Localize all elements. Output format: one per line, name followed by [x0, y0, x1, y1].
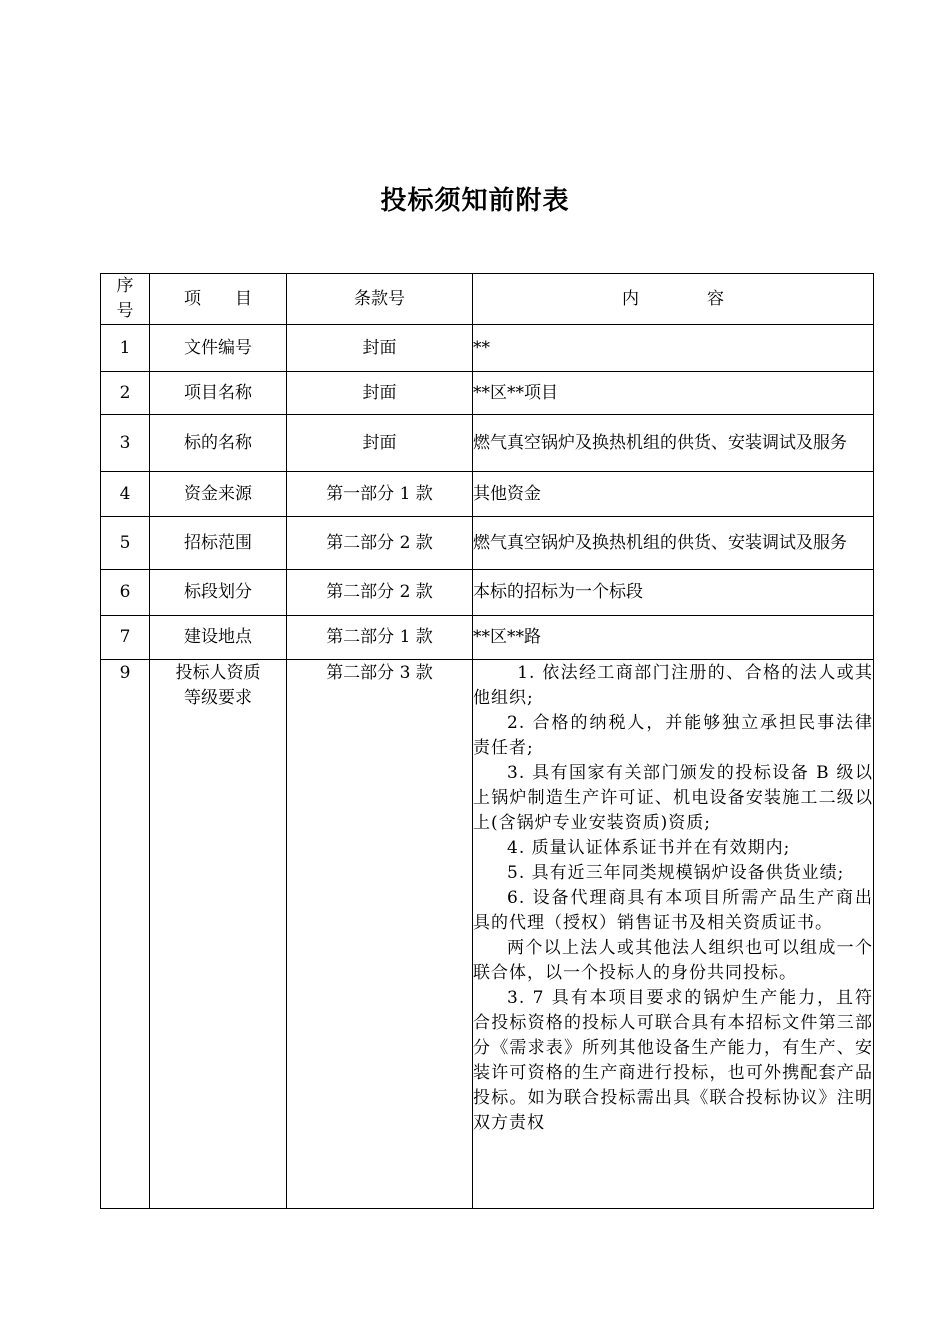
- row-content: **: [473, 325, 874, 372]
- table-row: [101, 517, 874, 570]
- requirement-paragraph: 4. 质量认证体系证书并在有效期内;: [507, 838, 791, 858]
- row-clause: 第一部分 1 款: [287, 472, 473, 517]
- row-clause: 第二部分 2 款: [287, 570, 473, 616]
- table-row: [101, 472, 874, 517]
- header-content-char1: 内: [622, 288, 639, 309]
- row-content: 其他资金: [473, 472, 874, 517]
- row-item: 标的名称: [150, 415, 287, 472]
- header-clause: 条款号: [287, 274, 473, 325]
- table-row-qualification: [101, 660, 874, 1209]
- table-row: [101, 325, 874, 372]
- row-number: 6: [101, 570, 150, 616]
- row-item: 建设地点: [150, 616, 287, 660]
- row-number: 1: [101, 325, 150, 372]
- requirement-paragraph: 两个以上法人或其他法人组织也可以组成一个联合体，以一个投标人的身份共同投标。: [473, 938, 873, 983]
- row-content: 燃气真空锅炉及换热机组的供货、安装调试及服务: [473, 517, 874, 570]
- requirement-paragraph: 3. 具有国家有关部门颁发的投标设备 B 级以上锅炉制造生产许可证、机电设备安装施工二级以上(含锅炉专业安装资质)资质;: [473, 763, 873, 833]
- row-number: 9: [101, 660, 150, 1209]
- requirement-paragraph: 5. 具有近三年同类规模锅炉设备供货业绩;: [507, 863, 845, 883]
- row-clause: 第二部分 2 款: [287, 517, 473, 570]
- row-item: 资金来源: [150, 472, 287, 517]
- row-clause: 第二部分 3 款: [287, 660, 473, 1209]
- table-row: [101, 415, 874, 472]
- table-header-row: [101, 274, 874, 325]
- header-item-char2: 目: [235, 288, 252, 309]
- row-number: 4: [101, 472, 150, 517]
- row-number: 7: [101, 616, 150, 660]
- requirement-paragraph: 2. 合格的纳税人，并能够独立承担民事法律责任者;: [473, 713, 873, 758]
- requirement-paragraph: 1. 依法经工商部门注册的、合格的法人或其他组织;: [473, 663, 873, 708]
- requirement-paragraph: 3. 7 具有本项目要求的锅炉生产能力，且符合投标资格的投标人可联合具有本招标文件第三部分《需求表》所列其他设备生产能力，有生产、安装许可资格的生产商进行投标，也可外携配套产品投标。如为联合投标需出具《联合投标协议》注明双方责权: [473, 988, 873, 1133]
- row-content: **区**路: [473, 616, 874, 660]
- row-item: 项目名称: [150, 372, 287, 415]
- requirement-paragraph: 6. 设备代理商具有本项目所需产品生产商出具的代理（授权）销售证书及相关资质证书。: [473, 888, 873, 933]
- table-row: [101, 372, 874, 415]
- table-row: [101, 616, 874, 660]
- header-content-char2: 容: [707, 288, 724, 309]
- row-clause: 封面: [287, 325, 473, 372]
- page-title: 投标须知前附表: [380, 186, 570, 216]
- header-seq: [101, 274, 150, 325]
- row-clause: 封面: [287, 372, 473, 415]
- header-seq-char1: 序: [116, 276, 134, 296]
- bid-notice-table: [100, 273, 874, 1209]
- row-item-line2: 等级要求: [184, 688, 252, 708]
- row-content: 本标的招标为一个标段: [473, 570, 874, 616]
- table-row: [101, 570, 874, 616]
- header-item-char1: 项: [184, 288, 201, 309]
- row-number: 5: [101, 517, 150, 570]
- row-item: [150, 660, 287, 1209]
- row-content: [473, 660, 874, 1209]
- row-number: 3: [101, 415, 150, 472]
- header-content: [473, 274, 874, 325]
- row-item: 招标范围: [150, 517, 287, 570]
- header-seq-char2: 号: [116, 301, 134, 321]
- row-clause: 封面: [287, 415, 473, 472]
- row-number: 2: [101, 372, 150, 415]
- header-item: [150, 274, 287, 325]
- row-content: **区**项目: [473, 372, 874, 415]
- row-item-line1: 投标人资质: [175, 663, 261, 683]
- row-item: 文件编号: [150, 325, 287, 372]
- row-content: 燃气真空锅炉及换热机组的供货、安装调试及服务: [473, 415, 874, 472]
- row-item: 标段划分: [150, 570, 287, 616]
- row-clause: 第二部分 1 款: [287, 616, 473, 660]
